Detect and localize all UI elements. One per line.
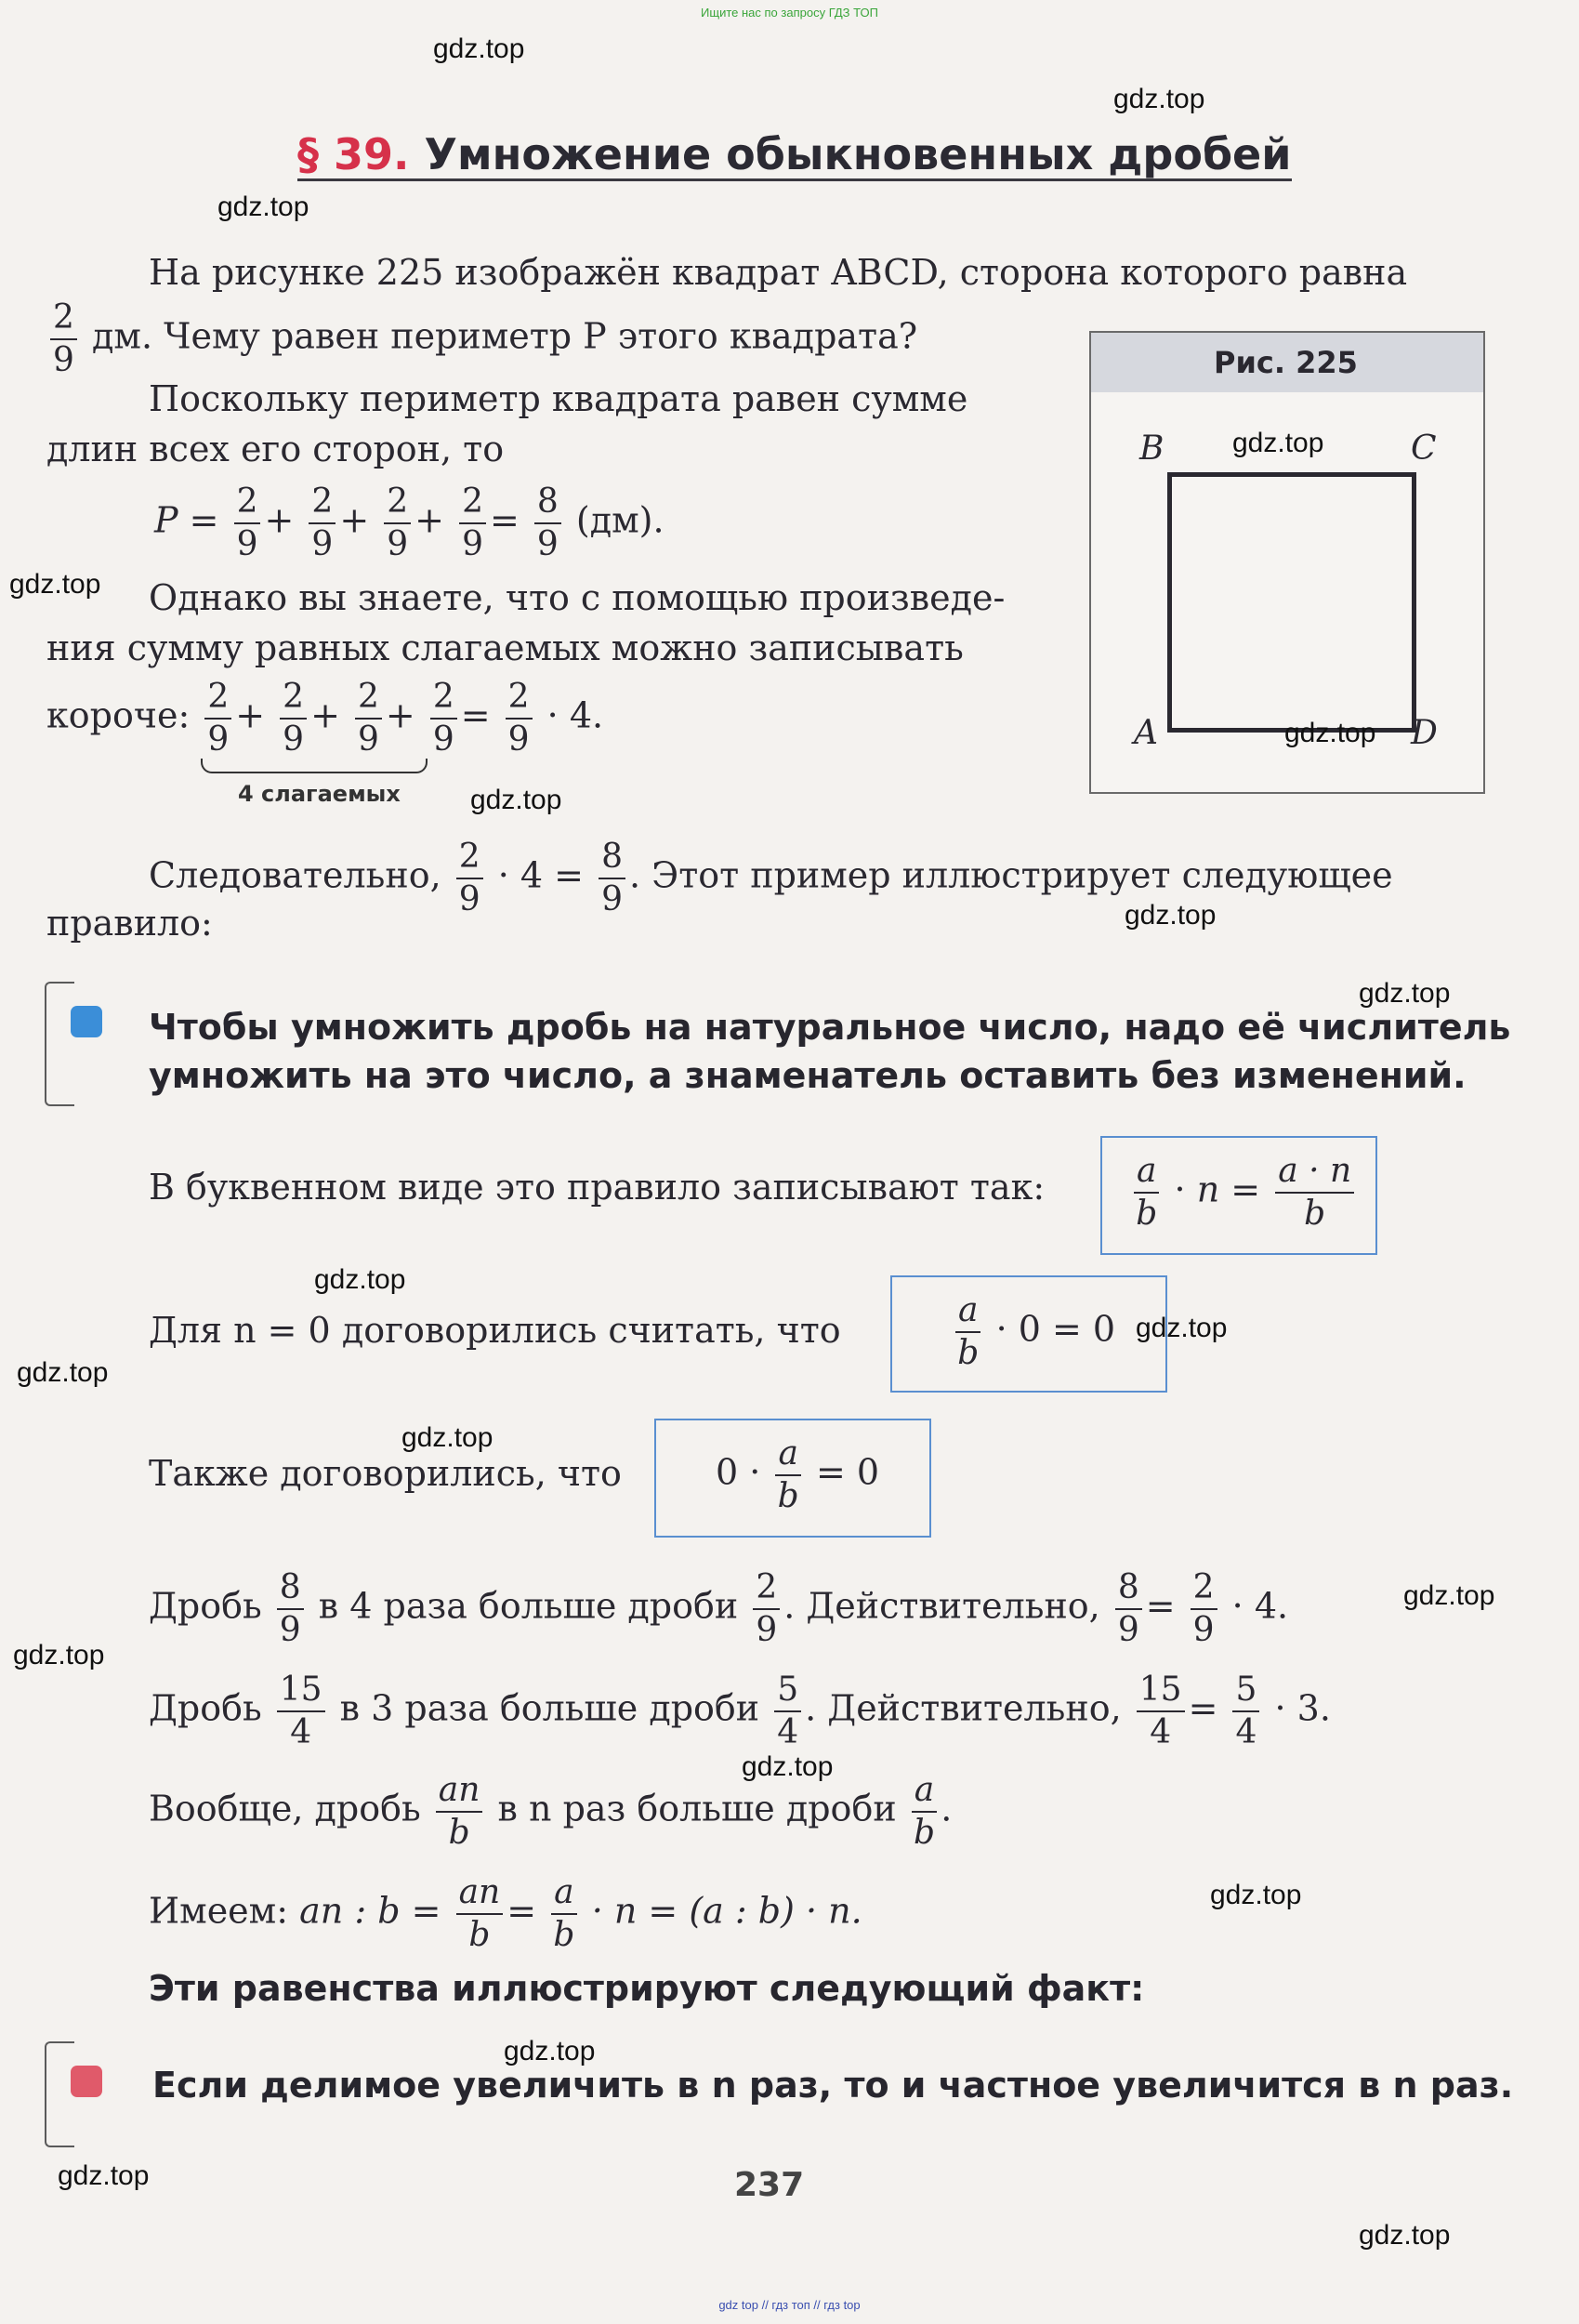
watermark: gdz.top	[1136, 1313, 1228, 1343]
section-title-text: Умножение обыкновенных дробей	[424, 129, 1292, 179]
vertex-c: C	[1411, 429, 1437, 468]
general-statement: Вообще, дробь $\frac{an}{b}$ в n раз больше дроби $\frac{a}{b}$ .	[149, 1771, 953, 1852]
brace-label: 4 слагаемых	[238, 781, 401, 807]
fact-icon	[71, 2066, 102, 2097]
side-fraction: $\frac{2}{9}$	[50, 297, 77, 381]
watermark: gdz.top	[504, 2036, 596, 2067]
header-note: Ищите нас по запросу ГДЗ ТОП	[701, 6, 878, 20]
sum-equation: короче: $\frac{2}{9}$ + $\frac{2}{9}$ + $\frac{2}{9}$ + $\frac{2}{9}$ = $\frac{2}{9}$ · 4.	[46, 678, 604, 759]
section-title	[297, 130, 1292, 181]
zero-case-2-text: Также договорились, что	[149, 1453, 622, 1494]
watermark: gdz.top	[217, 191, 309, 222]
watermark: gdz.top	[9, 569, 101, 600]
watermark: gdz.top	[1125, 900, 1217, 931]
zero-case-1-formula: $\frac{a}{b}$ · 0 = 0	[890, 1275, 1167, 1393]
zero-case-2-formula: 0 · $\frac{a}{b}$ = 0	[654, 1419, 931, 1538]
intro-line-5: Однако вы знаете, что с помощью произведе-	[149, 577, 1006, 618]
intro-line-6: ния сумму равных слагаемых можно записывать	[46, 627, 964, 668]
perimeter-equation: P = $\frac{2}{9}$ + $\frac{2}{9}$ + $\frac{2}{9}$ + $\frac{2}{9}$ = $\frac{8}{9}$ (дм).	[154, 482, 664, 563]
example-2: Дробь $\frac{15}{4}$ в 3 раза больше дроби $\frac{5}{4}$ . Действительно, $\frac{15}{4}$ = $\frac{5}{4}$ · 3.	[149, 1670, 1331, 1751]
page-number: 237	[734, 2166, 805, 2204]
intro-line-9: правило:	[46, 903, 213, 944]
watermark: gdz.top	[1210, 1880, 1302, 1910]
example-1: Дробь $\frac{8}{9}$ в 4 раза больше дроби $\frac{2}{9}$ . Действительно, $\frac{8}{9}$ = $\frac{2}{9}$ · 4.	[149, 1568, 1289, 1649]
vertex-b: B	[1139, 429, 1165, 468]
checkmark-icon	[71, 1006, 102, 1037]
letter-form-text: В буквенном виде это правило записывают так:	[149, 1167, 1046, 1208]
watermark: gdz.top	[58, 2160, 150, 2191]
watermark: gdz.top	[1113, 84, 1205, 114]
letter-form-formula: $\frac{a}{b}$ · n = $\frac{a \cdot n}{b}$	[1100, 1136, 1377, 1255]
watermark: gdz.top	[13, 1640, 105, 1670]
have-equation: Имеем: an : b = $\frac{an}{b}$ = $\frac{a}{b}$ · n = (a : b) · n.	[149, 1873, 862, 1954]
intro-line-3: Поскольку периметр квадрата равен сумме	[149, 378, 968, 419]
fact-intro: Эти равенства иллюстрируют следующий факт:	[149, 1968, 1145, 2009]
fact-rule: Если делимое увеличить в n раз, то и частное увеличится в n раз.	[152, 2065, 1514, 2106]
watermark: gdz.top	[470, 785, 562, 815]
zero-case-1-text: Для n = 0 договорились считать, что	[149, 1310, 841, 1351]
brace	[201, 759, 428, 773]
watermark: gdz.top	[1232, 428, 1324, 458]
watermark: gdz.top	[433, 33, 525, 64]
rule-bracket	[45, 982, 74, 1106]
watermark: gdz.top	[1403, 1580, 1495, 1611]
watermark: gdz.top	[742, 1751, 834, 1782]
consequently-line: Следовательно, $\frac{2}{9}$ · 4 = $\frac{8}{9}$ . Этот пример иллюстрирует следующее	[149, 838, 1393, 918]
watermark: gdz.top	[1359, 2220, 1451, 2251]
square-abcd	[1167, 472, 1416, 733]
figure-caption: Рис. 225	[1091, 333, 1483, 392]
watermark: gdz.top	[314, 1264, 406, 1295]
intro-line-2: $\frac{2}{9}$ дм. Чему равен периметр P этого квадрата?	[46, 297, 917, 381]
intro-line-4: длин всех его сторон, то	[46, 429, 505, 469]
fact-bracket	[45, 2041, 74, 2147]
watermark: gdz.top	[1359, 978, 1451, 1009]
section-number: § 39.	[297, 129, 410, 179]
rule-1-line-2: умножить на это число, а знаменатель оставить без изменений.	[149, 1055, 1467, 1096]
intro-line-1: На рисунке 225 изображён квадрат ABCD, сторона которого равна	[149, 252, 1408, 293]
watermark: gdz.top	[17, 1357, 109, 1388]
vertex-d: D	[1411, 714, 1438, 752]
footer-note: gdz top // гдз топ // гдз top	[718, 2298, 861, 2312]
watermark: gdz.top	[1284, 718, 1376, 748]
vertex-a: A	[1134, 714, 1158, 752]
rule-1-line-1: Чтобы умножить дробь на натуральное число, надо её числитель	[149, 1007, 1511, 1048]
watermark: gdz.top	[401, 1422, 493, 1453]
